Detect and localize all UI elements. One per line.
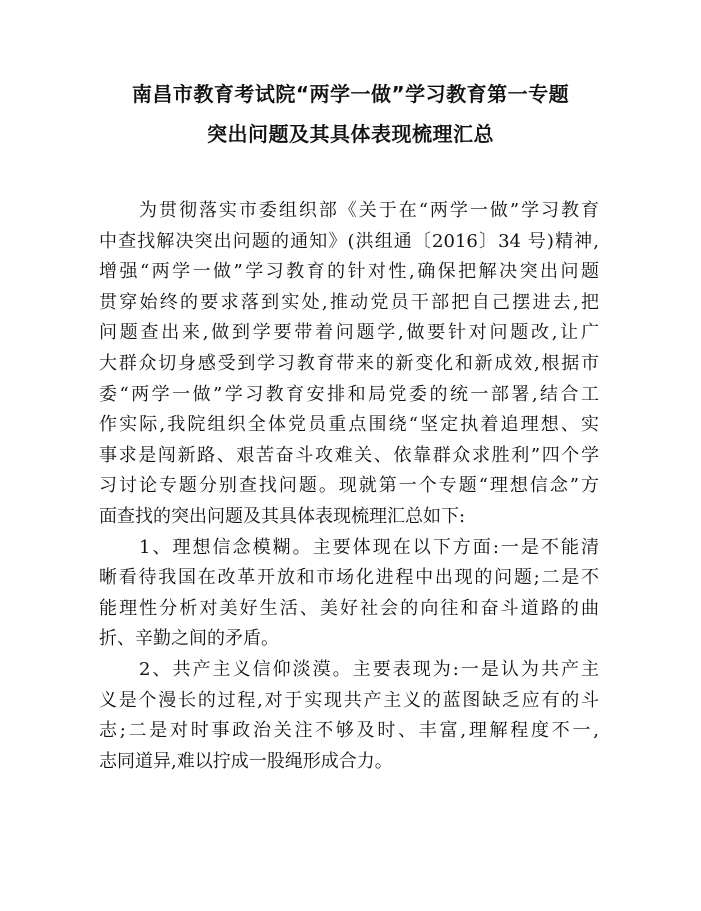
text-line: 折、辛勤之间的矛盾。 <box>99 628 279 650</box>
document-title-line-1: 南昌市教育考试院“两学一做”学习教育第一专题 <box>131 82 570 106</box>
text-line: 志;二是对时事政治关注不够及时、丰富,理解程度不一, <box>99 720 599 742</box>
text-line: 中查找解决突出问题的通知》(洪组通〔2016〕34 号)精神, <box>99 230 599 252</box>
text-line: 2、共产主义信仰淡漠。主要表现为:一是认为共产主 <box>139 658 599 680</box>
paragraph-intro <box>99 196 599 533</box>
text-line: 义是个漫长的过程,对于实现共产主义的蓝图缺乏应有的斗 <box>99 689 599 711</box>
text-line: 问题查出来,做到学要带着问题学,做要针对问题改,让广 <box>99 322 599 344</box>
text-line: 增强“两学一做”学习教育的针对性,确保把解决突出问题 <box>99 261 599 283</box>
text-line: 1、理想信念模糊。主要体现在以下方面:一是不能清 <box>139 536 599 558</box>
text-line: 作实际,我院组织全体党员重点围绕“坚定执着追理想、实 <box>99 414 599 436</box>
text-line: 贯穿始终的要求落到实处,推动党员干部把自己摆进去,把 <box>99 291 599 313</box>
text-line: 志同道异,难以拧成一股绳形成合力。 <box>99 750 393 772</box>
text-line: 事求是闯新路、艰苦奋斗攻难关、依靠群众求胜利”四个学 <box>99 444 599 466</box>
paragraph-item-2 <box>99 655 599 777</box>
document-body <box>99 196 599 777</box>
text-line: 晰看待我国在改革开放和市场化进程中出现的问题;二是不 <box>99 567 599 589</box>
text-line: 委“两学一做”学习教育安排和局党委的统一部署,结合工 <box>99 383 599 405</box>
document-title-line-2: 突出问题及其具体表现梳理汇总 <box>207 122 494 146</box>
text-line: 面查找的突出问题及其具体表现梳理汇总如下: <box>99 505 466 527</box>
text-line: 能理性分析对美好生活、美好社会的向往和奋斗道路的曲 <box>99 597 599 619</box>
text-line: 习讨论专题分别查找问题。现就第一个专题“理想信念”方 <box>99 475 599 497</box>
text-line: 为贯彻落实市委组织部《关于在“两学一做”学习教育 <box>139 200 599 221</box>
text-line: 大群众切身感受到学习教育带来的新变化和新成效,根据市 <box>99 352 599 374</box>
paragraph-item-1 <box>99 533 599 655</box>
